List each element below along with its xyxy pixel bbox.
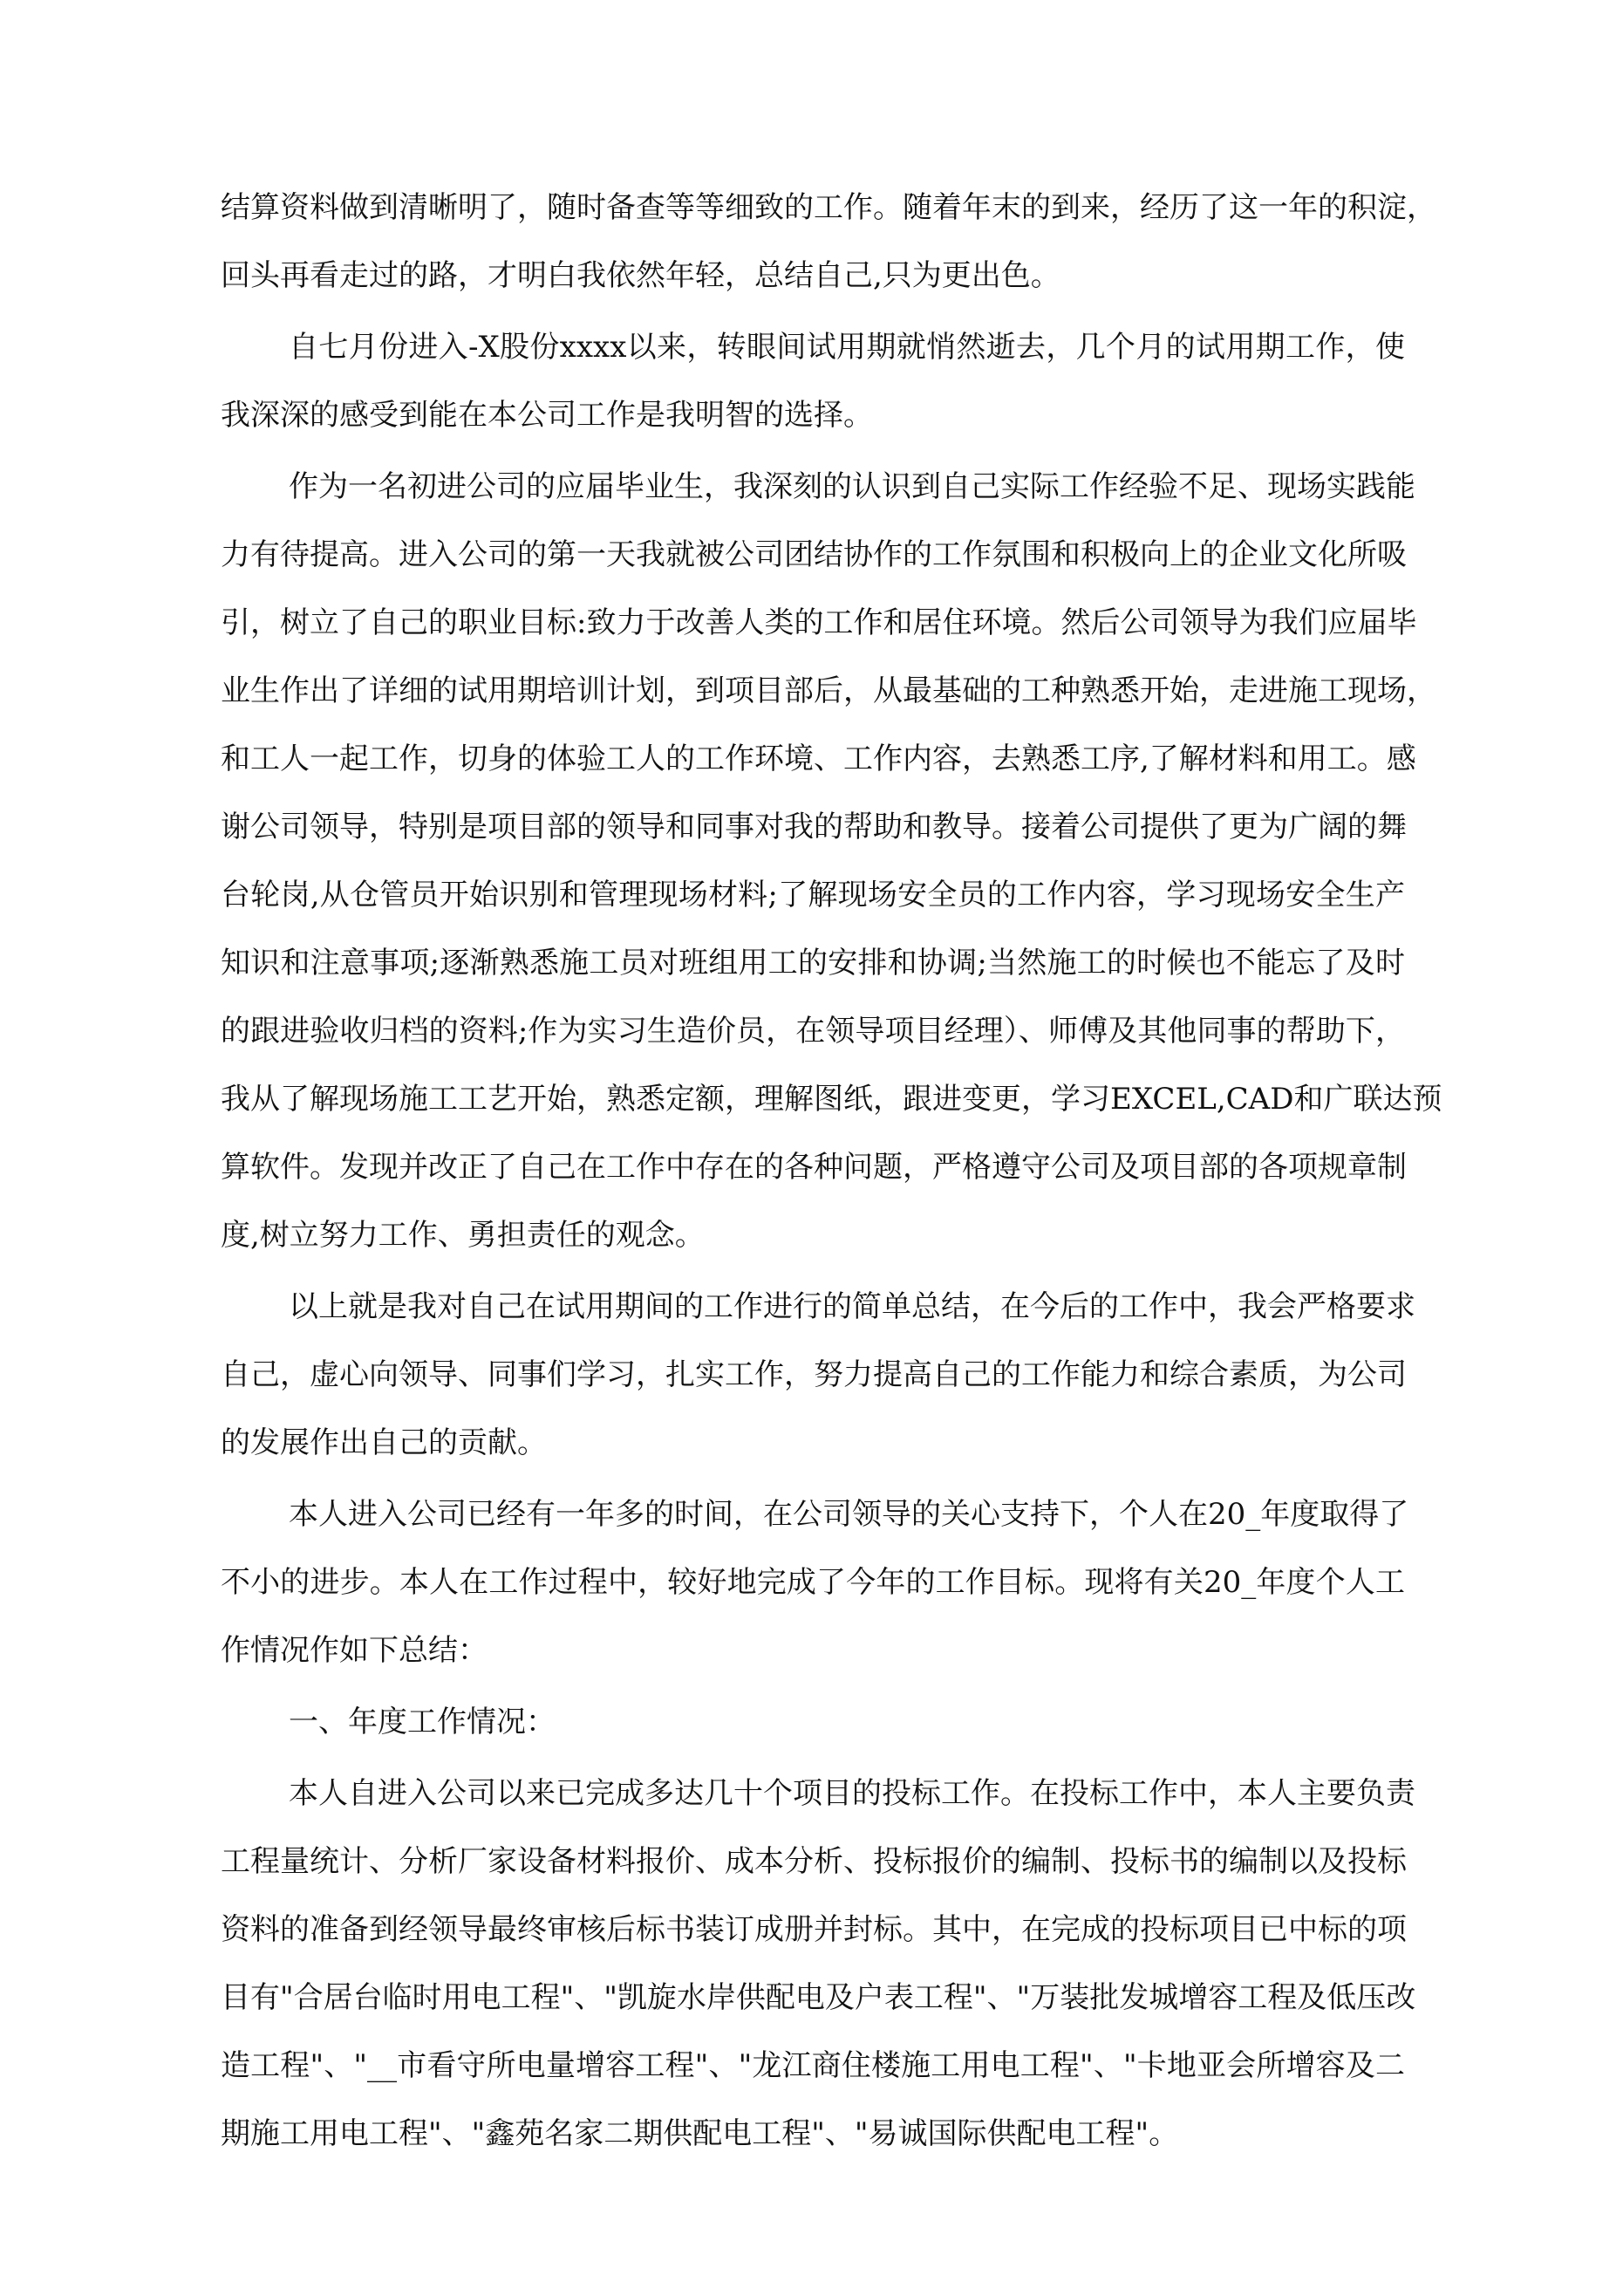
text-line: 自己，虚心向领导、同事们学习，扎实工作，努力提高自己的工作能力和综合素质，为公司 [221,1357,1407,1392]
text-line: 谢公司领导，特别是项目部的领导和同事对我的帮助和教导。接着公司提供了更为广阔的舞 [221,810,1407,844]
text-line: 造工程"、"__市看守所电量增容工程"、"龙江商住楼施工用电工程"、"卡地亚会所增容及二 [221,2048,1405,2083]
text-line: 工程量统计、分析厂家设备材料报价、成本分析、投标报价的编制、投标书的编制以及投标 [221,1844,1407,1879]
text-line: 算软件。发现并改正了自己在工作中存在的各种问题，严格遵守公司及项目部的各项规章制 [221,1150,1407,1185]
text-line: 资料的准备到经领导最终审核后标书装订成册并封标。其中，在完成的投标项目已中标的项 [221,1912,1407,1947]
text-line: 作情况作如下总结： [221,1633,488,1668]
text-line: 本人自进入公司以来已完成多达几十个项目的投标工作。在投标工作中，本人主要负责 [289,1776,1415,1811]
section-heading: 一、年度工作情况： [289,1705,556,1739]
text-line: 自七月份进入-X股份xxxx以来，转眼间试用期就悄然逝去，几个月的试用期工作，使 [289,330,1405,365]
text-line: 台轮岗,从仓管员开始识别和管理现场材料;了解现场安全员的工作内容，学习现场安全生产 [221,878,1405,912]
text-line: 知识和注意事项;逐渐熟悉施工员对班组用工的安排和协调;当然施工的时候也不能忘了及时 [221,946,1405,981]
text-line: 期施工用电工程"、"鑫苑名家二期供配电工程"、"易诚国际供配电工程"。 [221,2116,1179,2151]
text-line: 本人进入公司已经有一年多的时间，在公司领导的关心支持下，个人在20_年度取得了 [289,1497,1409,1532]
text-line: 的发展作出自己的贡献。 [221,1425,547,1460]
text-line: 作为一名初进公司的应届毕业生，我深刻的认识到自己实际工作经验不足、现场实践能 [289,469,1415,504]
text-line: 回头再看走过的路，才明白我依然年轻，总结自己,只为更出色。 [221,258,1060,293]
text-line: 力有待提高。进入公司的第一天我就被公司团结协作的工作氛围和积极向上的企业文化所吸 [221,537,1407,572]
text-line: 结算资料做到清晰明了，随时备查等等细致的工作。随着年末的到来，经历了这一年的积淀， [221,190,1436,225]
text-line: 我深深的感受到能在本公司工作是我明智的选择。 [221,398,873,433]
text-line: 的跟进验收归档的资料;作为实习生造价员，在领导项目经理）、师傅及其他同事的帮助下， [221,1014,1405,1049]
text-line: 业生作出了详细的试用期培训计划，到项目部后，从最基础的工种熟悉开始，走进施工现场， [221,673,1436,708]
text-line: 度,树立努力工作、勇担责任的观念。 [221,1218,705,1253]
text-line: 引，树立了自己的职业目标:致力于改善人类的工作和居住环境。然后公司领导为我们应届毕 [221,605,1417,640]
text-line: 和工人一起工作，切身的体验工人的工作环境、工作内容，去熟悉工序,了解材料和用工。感 [221,741,1416,776]
text-line: 目有"合居台临时用电工程"、"凯旋水岸供配电及户表工程"、"万装批发城增容工程及低压改 [221,1980,1416,2015]
text-line: 以上就是我对自己在试用期间的工作进行的简单总结，在今后的工作中，我会严格要求 [289,1289,1415,1324]
text-line: 不小的进步。本人在工作过程中，较好地完成了今年的工作目标。现将有关20_年度个人工 [221,1565,1405,1600]
text-line: 我从了解现场施工工艺开始，熟悉定额，理解图纸，跟进变更，学习EXCEL,CAD和广联达预 [221,1082,1442,1117]
